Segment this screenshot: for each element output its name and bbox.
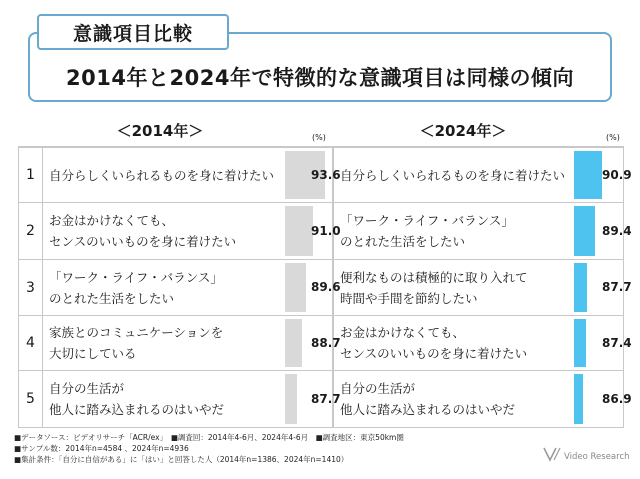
value-label: 87.7 — [602, 280, 632, 294]
bar — [574, 206, 595, 256]
footnote-condition: ■集計条件：「自分に自信がある」に「はい」と回答した人（2014年n=1386、2024年n=1410） — [14, 455, 349, 464]
section-tab: 意識項目比較 — [37, 14, 229, 50]
bar — [285, 263, 306, 312]
unit-label-2024: (%) — [606, 133, 620, 142]
table-row — [19, 202, 632, 259]
value-label: 87.7 — [311, 391, 341, 406]
footnote-source: ■データソース：ビデオリサーチ「ACR/ex」 ■調査回：2014年4-6月、2024年4-6月 ■調査地区：東京50km圏 — [14, 433, 404, 442]
panel-title-2024: ＜2024年＞ — [419, 122, 507, 140]
value-label: 89.6 — [311, 280, 341, 294]
table-row — [19, 315, 632, 370]
value-label: 91.0 — [311, 223, 341, 238]
item-label: 「ワーク・ライフ・バランス」 のとれた生活をしたい — [49, 269, 223, 306]
bar — [285, 374, 297, 424]
footnote-sample: ■サンプル数：2014年n=4584 、2024年n=4936 — [14, 444, 189, 453]
rank-number: 1 — [19, 148, 43, 202]
item-label: 自分らしくいられるものを身に着けたい — [340, 167, 566, 183]
item-label: 自分の生活が 他人に踏み込まれるのはいやだ — [49, 381, 225, 417]
logo-text: Video Research — [564, 452, 630, 462]
table-row — [19, 147, 632, 202]
rank-number: 2 — [19, 203, 43, 259]
unit-label-2014: (%) — [312, 133, 326, 142]
rank-number: 4 — [19, 316, 43, 370]
value-label: 90.9 — [602, 167, 632, 182]
item-label: お金はかけなくても、 センスのいいものを身に着けたい — [340, 325, 528, 361]
rank-number: 5 — [19, 371, 43, 427]
bar — [574, 263, 587, 312]
bar — [574, 151, 602, 199]
bar — [574, 319, 586, 367]
item-label: 家族とのコミュニケーションを 大切にしている — [49, 325, 224, 361]
value-label: 93.6 — [311, 167, 341, 182]
value-label: 86.9 — [602, 391, 632, 406]
item-label: 自分の生活が 他人に踏み込まれるのはいやだ — [340, 381, 516, 417]
item-label: お金はかけなくても、 センスのいいものを身に着けたい — [49, 213, 237, 249]
value-label: 87.4 — [602, 335, 632, 350]
rank-number: 3 — [19, 260, 43, 315]
value-label: 89.4 — [602, 223, 632, 238]
ranking-table — [18, 146, 632, 428]
item-label: 「ワーク・ライフ・バランス」 のとれた生活をしたい — [340, 213, 514, 249]
bar — [285, 206, 313, 256]
item-label: 便利なものは積極的に取り入れて 時間や手間を節約したい — [340, 269, 528, 306]
bar — [285, 319, 302, 367]
bar — [574, 374, 583, 424]
page-title: 2014年と2024年で特徴的な意識項目は同様の傾向 — [66, 66, 574, 90]
item-label: 自分らしくいられるものを身に着けたい — [49, 167, 275, 183]
panel-title-2014: ＜2014年＞ — [116, 122, 204, 140]
table-row — [19, 370, 632, 427]
table-row — [19, 259, 632, 315]
value-label: 88.7 — [311, 335, 341, 350]
